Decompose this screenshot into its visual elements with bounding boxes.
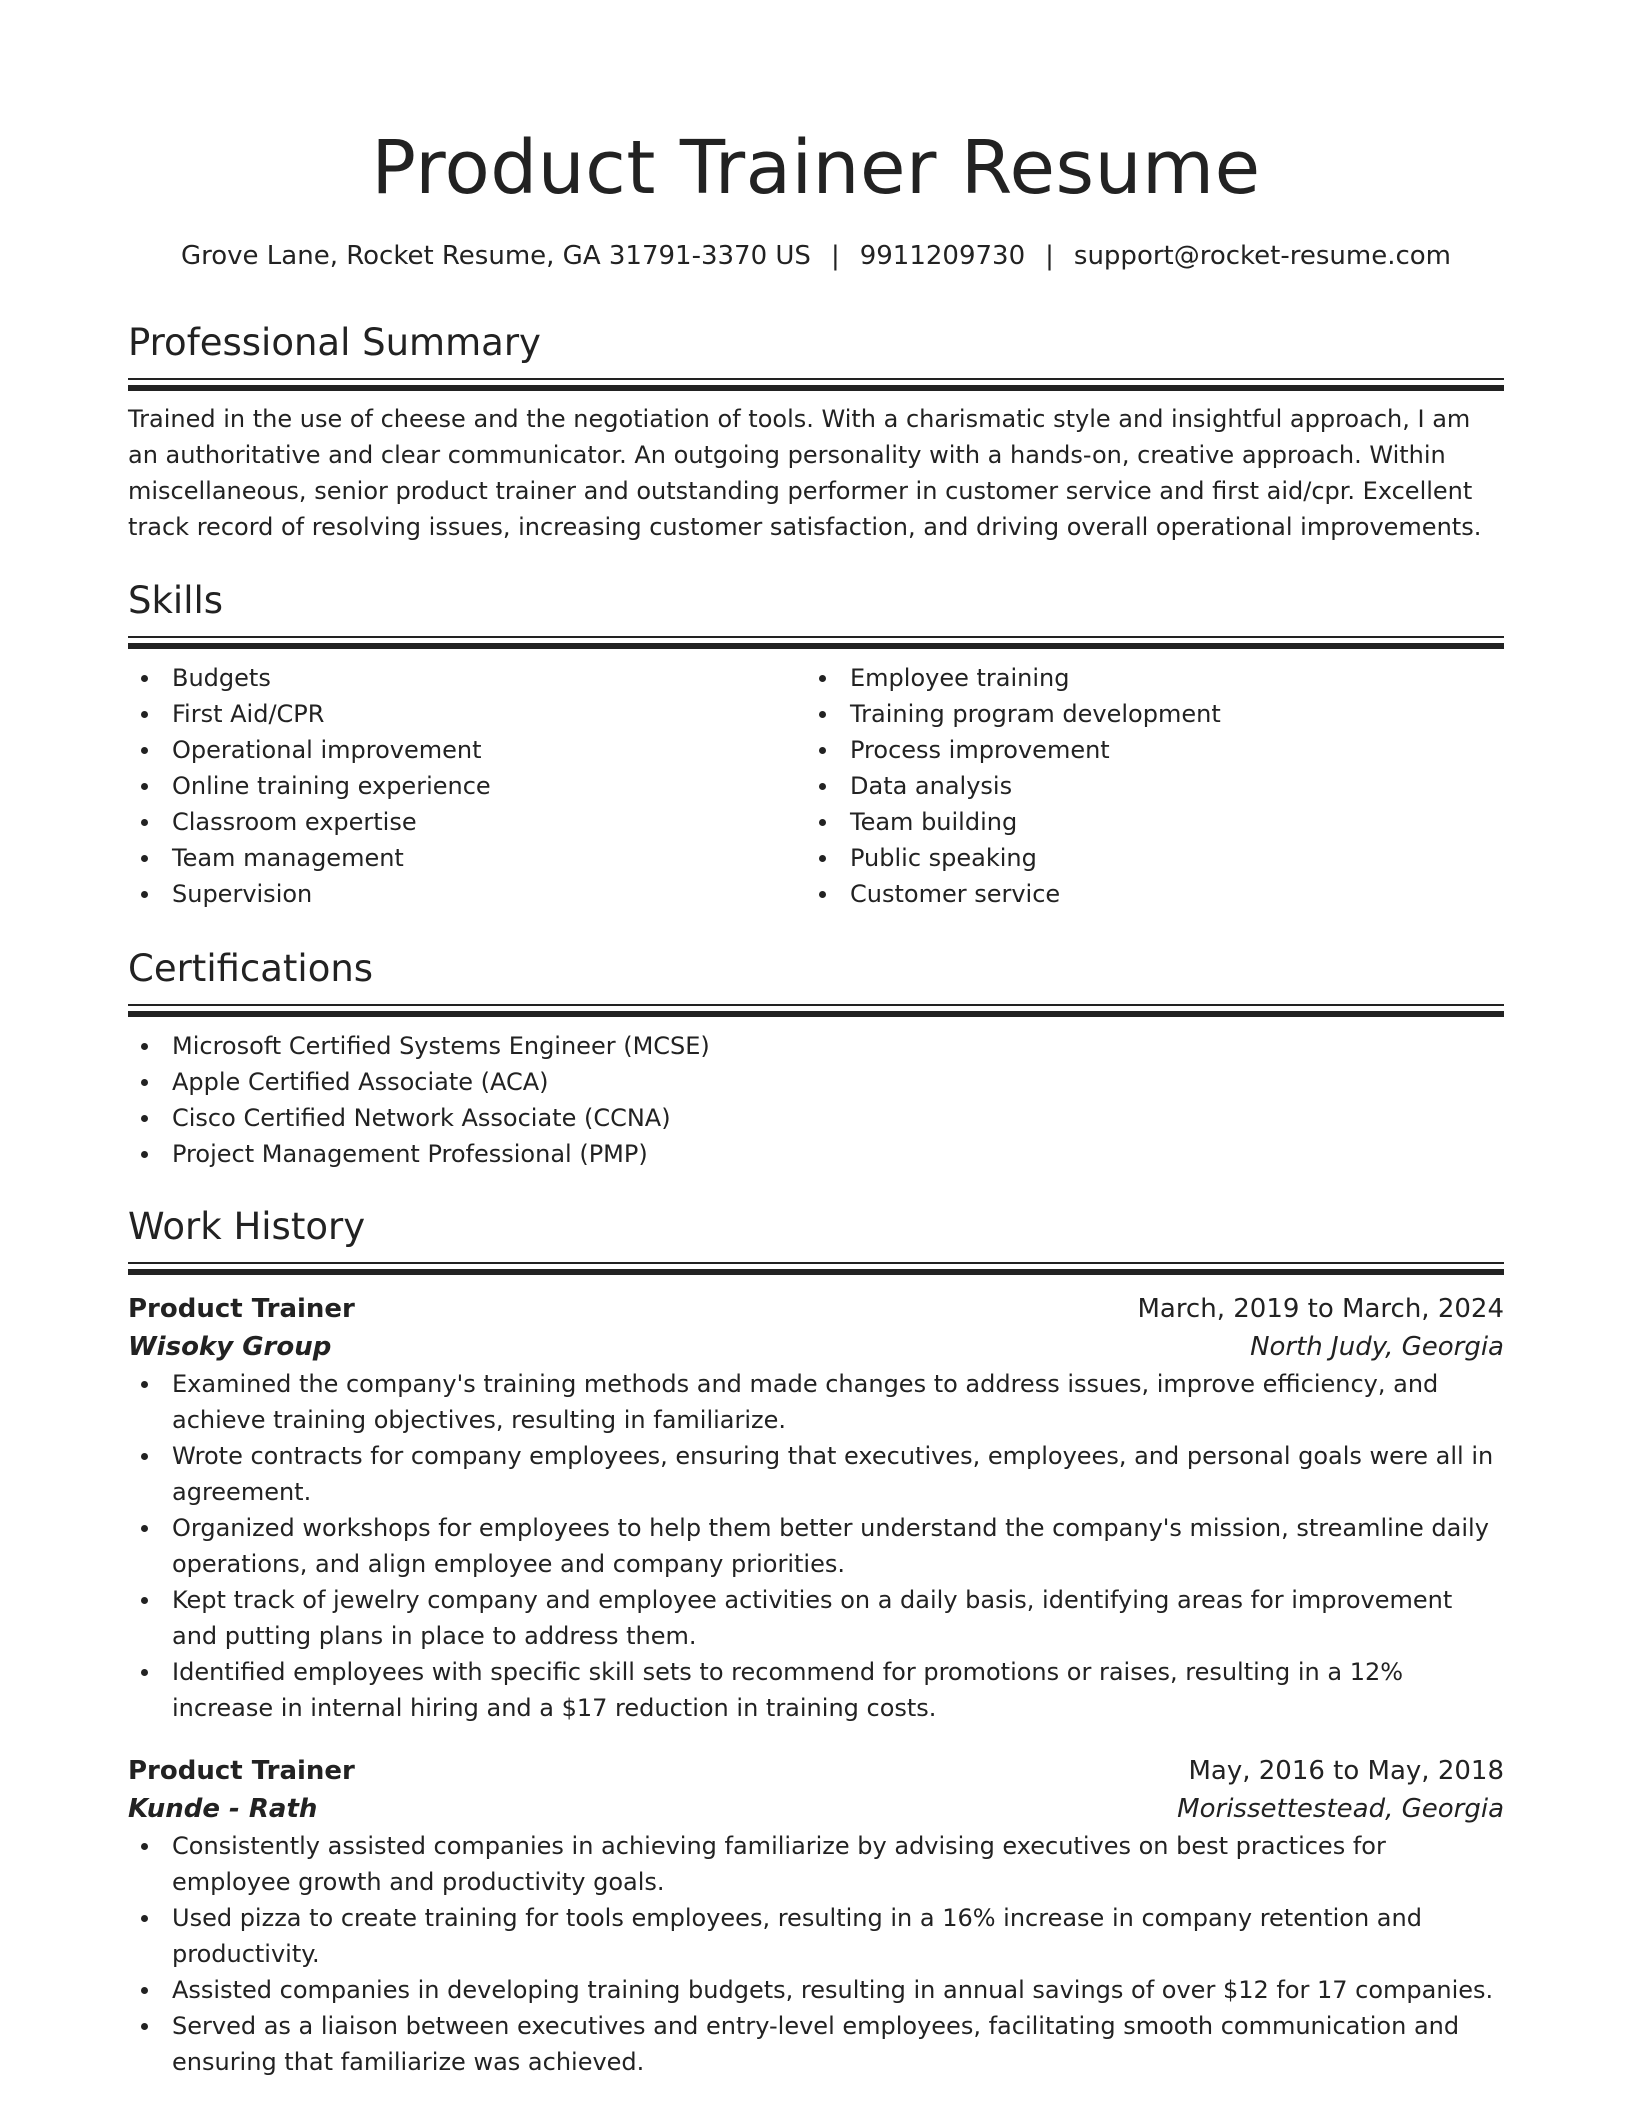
job-duties bbox=[128, 1366, 1504, 1726]
skill-item: Public speaking bbox=[806, 840, 1504, 876]
job-duty: Assisted companies in developing training budgets, resulting in annual savings of over $12 for 17 companies. bbox=[128, 1972, 1504, 2008]
job-header bbox=[128, 1290, 1504, 1328]
contact-address: Grove Lane, Rocket Resume, GA 31791-3370 US bbox=[180, 241, 811, 271]
job-duties bbox=[128, 1828, 1504, 2080]
skill-item: Online training experience bbox=[128, 768, 806, 804]
skill-item: Data analysis bbox=[806, 768, 1504, 804]
skill-item: Operational improvement bbox=[128, 732, 806, 768]
job-dates: May, 2016 to May, 2018 bbox=[1188, 1756, 1504, 1786]
job-subheader bbox=[128, 1790, 1504, 1828]
certifications-list bbox=[128, 1028, 1504, 1172]
job-title: Product Trainer bbox=[128, 1756, 355, 1786]
certification-item: Microsoft Certified Systems Engineer (MCSE) bbox=[128, 1028, 1504, 1064]
job-duty: Consistently assisted companies in achieving familiarize by advising executives on best practices for employee growth and productivity goals. bbox=[128, 1828, 1504, 1900]
contact-line bbox=[128, 238, 1504, 274]
skills-columns bbox=[128, 660, 1504, 912]
skills-list-right bbox=[806, 660, 1504, 912]
summary-text: Trained in the use of cheese and the negotiation of tools. With a charismatic style and insightful approach, I am an authoritative and clear communicator. An outgoing personality with a hands-on, creative approach. Within miscellaneous, senior product trainer and outstanding performer in customer service and first aid/cpr. Excellent track record of resolving issues, increasing customer satisfaction, and driving overall operational improvements. bbox=[128, 405, 1482, 541]
contact-email: support@rocket-resume.com bbox=[1073, 241, 1452, 271]
certifications-section bbox=[128, 944, 1504, 1172]
job-location: North Judy, Georgia bbox=[1250, 1332, 1504, 1362]
skill-item: Budgets bbox=[128, 660, 806, 696]
skill-item: First Aid/CPR bbox=[128, 696, 806, 732]
certifications-heading: Certifications bbox=[128, 947, 374, 990]
work-history-section bbox=[128, 1202, 1504, 2080]
job-entry bbox=[128, 1290, 1504, 1726]
job-duty: Examined the company's training methods and made changes to address issues, improve efficiency, and achieve training objectives, resulting in familiarize. bbox=[128, 1366, 1504, 1438]
section-divider bbox=[128, 1262, 1504, 1276]
skill-item: Training program development bbox=[806, 696, 1504, 732]
skill-item: Classroom expertise bbox=[128, 804, 806, 840]
skills-section bbox=[128, 576, 1504, 912]
skill-item: Customer service bbox=[806, 876, 1504, 912]
section-divider bbox=[128, 1004, 1504, 1018]
skill-item: Employee training bbox=[806, 660, 1504, 696]
job-duty: Wrote contracts for company employees, ensuring that executives, employees, and personal goals were all in agreement. bbox=[128, 1438, 1504, 1510]
skill-item: Supervision bbox=[128, 876, 806, 912]
job-company: Kunde - Rath bbox=[128, 1794, 318, 1824]
skills-list-left bbox=[128, 660, 806, 912]
job-company: Wisoky Group bbox=[128, 1332, 332, 1362]
job-entry bbox=[128, 1752, 1504, 2080]
contact-separator: | bbox=[1045, 241, 1054, 271]
contact-separator: | bbox=[830, 241, 840, 271]
skill-item: Process improvement bbox=[806, 732, 1504, 768]
certification-item: Apple Certified Associate (ACA) bbox=[128, 1064, 1504, 1100]
job-duty: Used pizza to create training for tools employees, resulting in a 16% increase in company retention and productivity. bbox=[128, 1900, 1504, 1972]
skill-item: Team management bbox=[128, 840, 806, 876]
job-duty: Organized workshops for employees to help them better understand the company's mission, streamline daily operations, and align employee and company priorities. bbox=[128, 1510, 1504, 1582]
skill-item: Team building bbox=[806, 804, 1504, 840]
certification-item: Project Management Professional (PMP) bbox=[128, 1136, 1504, 1172]
job-subheader bbox=[128, 1328, 1504, 1366]
job-title: Product Trainer bbox=[128, 1294, 355, 1324]
certification-item: Cisco Certified Network Associate (CCNA) bbox=[128, 1100, 1504, 1136]
job-header bbox=[128, 1752, 1504, 1790]
summary-section bbox=[128, 318, 1504, 545]
work-history-heading: Work History bbox=[128, 1205, 366, 1248]
skills-heading: Skills bbox=[128, 579, 224, 622]
job-location: Morissettestead, Georgia bbox=[1177, 1794, 1504, 1824]
job-duty: Served as a liaison between executives and entry-level employees, facilitating smooth communication and ensuring that familiarize was achieved. bbox=[128, 2008, 1504, 2080]
job-duty: Kept track of jewelry company and employee activities on a daily basis, identifying areas for improvement and putting plans in place to address them. bbox=[128, 1582, 1504, 1654]
section-divider bbox=[128, 636, 1504, 650]
job-duty: Identified employees with specific skill sets to recommend for promotions or raises, resulting in a 12% increase in internal hiring and a $17 reduction in training costs. bbox=[128, 1654, 1504, 1726]
contact-phone: 9911209730 bbox=[859, 241, 1026, 271]
summary-heading: Professional Summary bbox=[128, 321, 541, 364]
resume-title: Product Trainer Resume bbox=[371, 125, 1261, 211]
section-divider bbox=[128, 378, 1504, 392]
job-dates: March, 2019 to March, 2024 bbox=[1137, 1294, 1504, 1324]
